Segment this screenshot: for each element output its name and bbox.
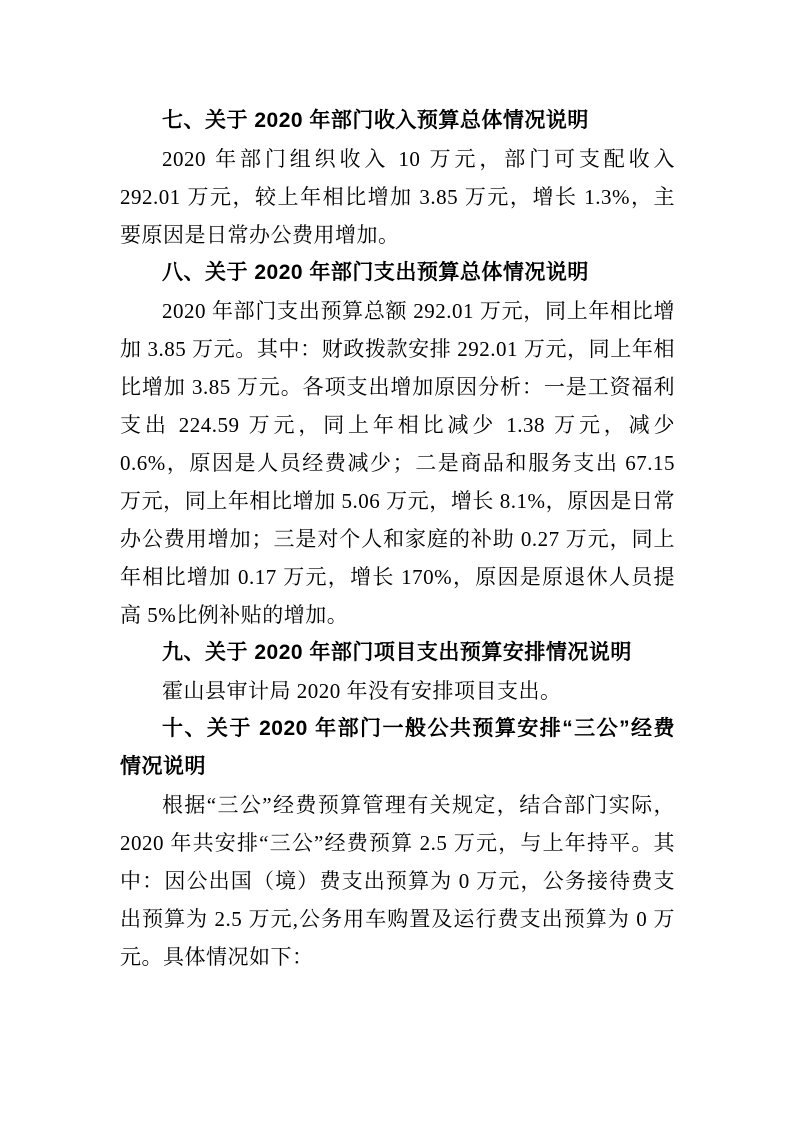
section-heading-three-public-funds: 十、关于 2020 年部门一般公共预算安排“三公”经费情况说明 — [120, 717, 675, 778]
section-project-expenditure — [120, 634, 675, 710]
section-heading-project-expenditure: 九、关于 2020 年部门项目支出预算安排情况说明 — [162, 641, 632, 664]
section-income-budget-overview — [120, 102, 675, 254]
section-expenditure-budget-overview — [120, 254, 675, 634]
section-heading-income-budget: 七、关于 2020 年部门收入预算总体情况说明 — [162, 109, 589, 132]
section-paragraph-income-budget: 2020 年部门组织收入 10 万元，部门可支配收入 292.01 万元，较上年相比增加 3.85 万元，增长 1.3%，主要原因是日常办公费用增加。 — [120, 147, 675, 247]
section-paragraph-expenditure-budget: 2020 年部门支出预算总额 292.01 万元，同上年相比增加 3.85 万元。其中：财政拨款安排 292.01 万元，同上年相比增加 3.85 万元。各项支出增加原因分析：一是工资福利支出 224.59 万元，同上年相比减少 1.38 万元，减少 0.6%，原因是人员经费减少；二是商品和服务支出 67.15 万元，同上年相比增加 5.06 万元，增长 8.1%，原因是日常办公费用增加；三是对个人和家庭的补助 0.27 万元，同上年相比增加 0.17 万元，增长 170%，原因是原退休人员提高 5%比例补贴的增加。 — [120, 299, 675, 627]
section-paragraph-three-public-funds: 根据“三公”经费预算管理有关规定，结合部门实际，2020 年共安排“三公”经费预算 2.5 万元，与上年持平。其中：因公出国（境）费支出预算为 0 万元，公务接待费支出预算为 2.5 万元,公务用车购置及运行费支出预算为 0 万元。具体情况如下： — [120, 793, 675, 969]
section-paragraph-project-expenditure: 霍山县审计局 2020 年没有安排项目支出。 — [162, 679, 562, 703]
section-three-public-funds — [120, 710, 675, 976]
section-heading-expenditure-budget: 八、关于 2020 年部门支出预算总体情况说明 — [162, 261, 589, 284]
